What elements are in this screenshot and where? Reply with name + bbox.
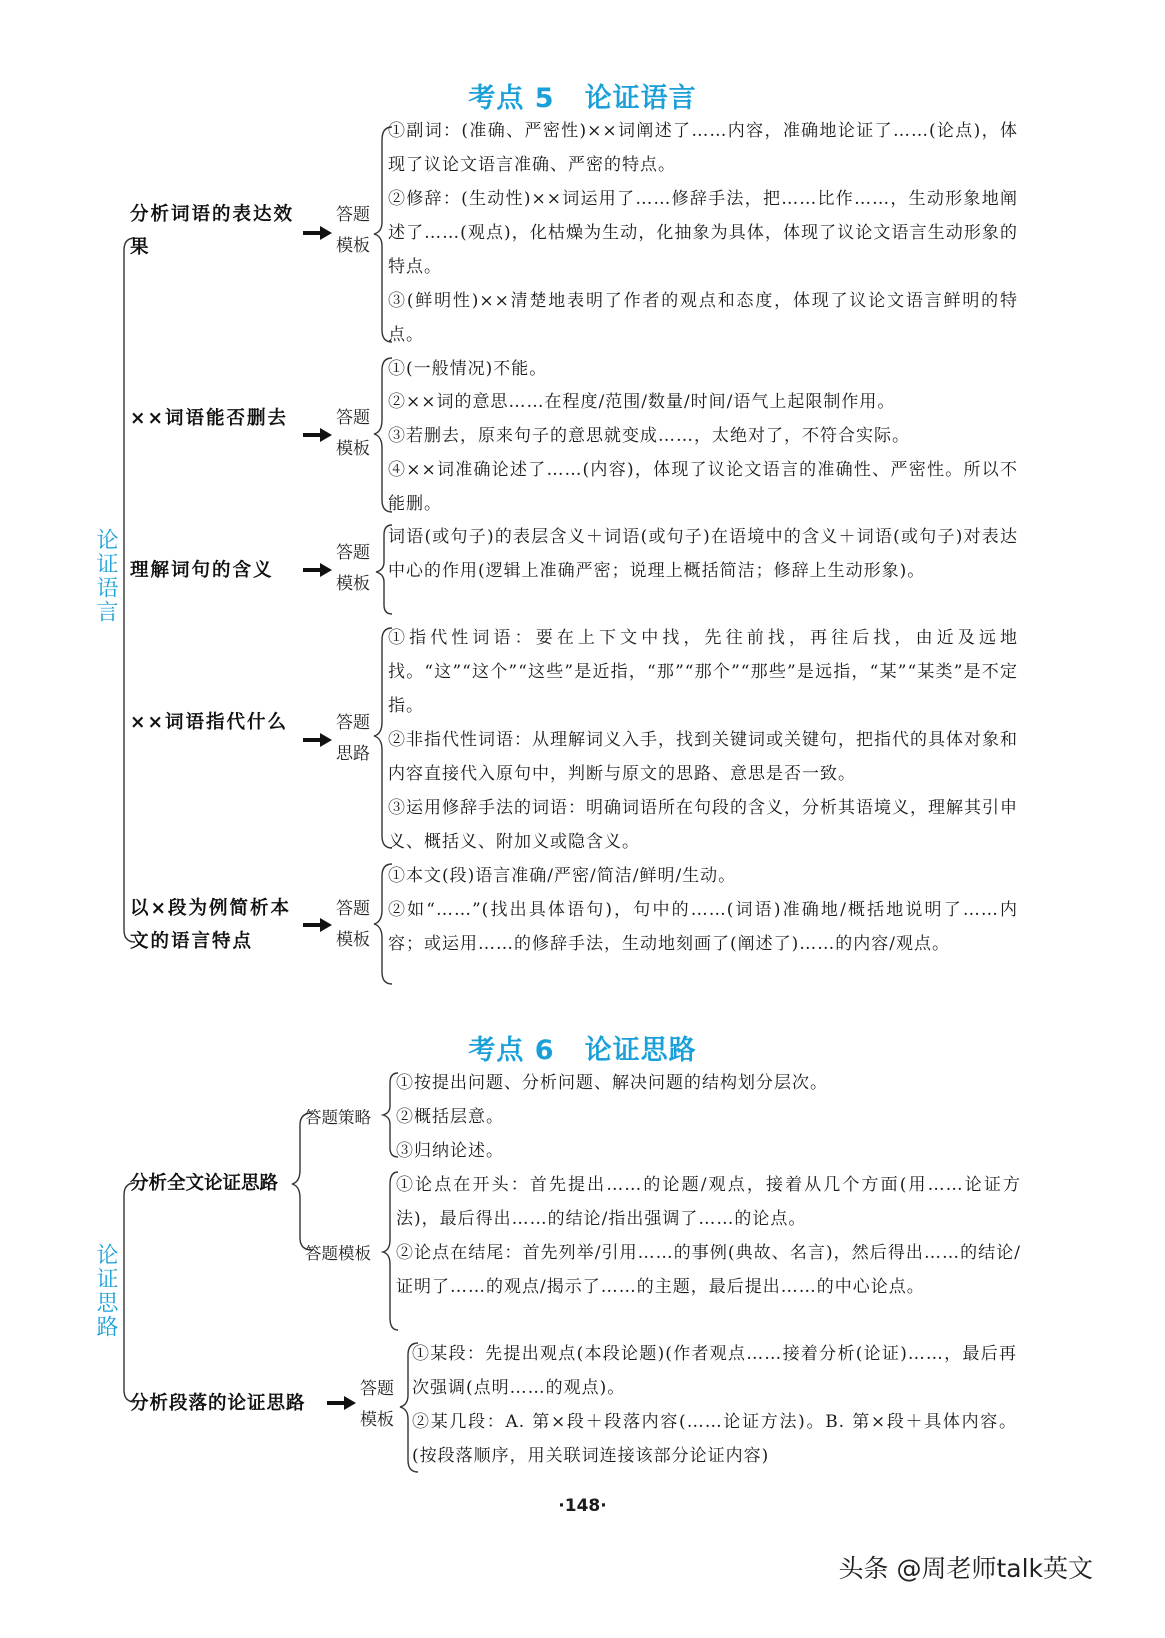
topic-tag: 答题模板 <box>360 1379 394 1430</box>
list-item: ④××词准确论述了……(内容)，体现了议论文语言的准确性、严密性。所以不能删。 <box>388 460 1018 514</box>
topic-tag: 答题模板 <box>336 408 370 459</box>
list-item: ①本文(段)语言准确/严密/简洁/鲜明/生动。 <box>388 866 737 886</box>
topic-tag: 答题模板 <box>336 205 370 256</box>
list-item: ②非指代性词语：从理解词义入手，找到关键词或关键句，把指代的具体对象和内容直接代入原句中，判断与原文的思路、意思是否一致。 <box>388 730 1018 784</box>
list-item: ①指代性词语：要在上下文中找，先往前找，再往后找，由近及远地找。“这”“这个”“这些”是近指，“那”“那个”“那些”是远指，“某”“某类”是不定指。 <box>388 628 1018 716</box>
list-item: ①论点在开头：首先提出……的论题/观点，接着从几个方面(用……论证方法)，最后得出……的结论/指出强调了……的论点。 <box>396 1175 1021 1229</box>
list-item: ②概括层意。 <box>396 1107 504 1127</box>
list-item: ①(一般情况)不能。 <box>388 359 548 379</box>
section5-number: 考点 5 <box>468 83 555 114</box>
branch-tag: 答题模板 <box>305 1244 371 1263</box>
section6-heading <box>0 1028 1165 1067</box>
list-item: ③运用修辞手法的词语：明确词语所在句段的含义，分析其语境义，理解其引申义、概括义、附加义或隐含义。 <box>388 798 1018 852</box>
watermark: 头条 @周老师talk英文 <box>838 1554 1093 1583</box>
topic-label: 分析词语的表达效果 <box>130 204 295 258</box>
topic-label: 分析段落的论证思路 <box>130 1393 306 1414</box>
topic-label: ××词语指代什么 <box>130 712 289 733</box>
page-number: ·148· <box>558 1496 607 1516</box>
list-item: ②某几段：A. 第×段＋段落内容(……论证方法)。B. 第×段＋具体内容。(按段落顺序，用关联词连接该部分论证内容) <box>412 1412 1017 1466</box>
topic-tag: 答题模板 <box>336 543 370 594</box>
arrow-icon <box>303 226 332 240</box>
section5-title: 论证语言 <box>584 83 697 114</box>
section5-side-label: 论证语言 <box>93 528 118 624</box>
list-item: ③归纳论述。 <box>396 1141 504 1161</box>
list-item: ①副词：(准确、严密性)××词阐述了……内容，准确地论证了……(论点)，体现了议论文语言准确、严密的特点。 <box>388 121 1018 175</box>
section6-main-brace <box>124 1183 135 1402</box>
topic-label: 以×段为例简析本文的语言特点 <box>130 898 292 952</box>
list-item: ②论点在结尾：首先列举/引用……的事例(典故、名言)，然后得出……的结论/证明了……的观点/揭示了……的主题，最后提出……的中心论点。 <box>396 1243 1021 1297</box>
list-item: ①按提出问题、分析问题、解决问题的结构划分层次。 <box>396 1073 828 1093</box>
section6-title: 论证思路 <box>584 1035 697 1066</box>
topic-tag: 答题模板 <box>336 899 370 950</box>
list-item: ②修辞：(生动性)××词运用了……修辞手法，把……比作……，生动形象地阐述了……(观点)，化枯燥为生动，化抽象为具体，体现了议论文语言生动形象的特点。 <box>388 189 1018 277</box>
arrow-icon <box>303 733 332 747</box>
topic-label: 理解词句的含义 <box>130 560 274 581</box>
arrow-icon <box>327 1396 356 1410</box>
arrow-icon <box>303 563 332 577</box>
list-item: ②××词的意思……在程度/范围/数量/时间/语气上起限制作用。 <box>388 392 896 412</box>
section5-heading <box>0 76 1165 115</box>
list-item: ③(鲜明性)××清楚地表明了作者的观点和态度，体现了议论文语言鲜明的特点。 <box>388 291 1018 345</box>
branch-tag: 答题策略 <box>305 1108 371 1127</box>
arrow-icon <box>303 918 332 932</box>
topic-tag: 答题思路 <box>336 713 370 764</box>
section6-number: 考点 6 <box>468 1035 555 1066</box>
list-item: ②如“……”(找出具体语句)，句中的……(词语)准确地/概括地说明了……内容；或运用……的修辞手法，生动地刻画了(阐述了)……的内容/观点。 <box>388 900 1018 954</box>
list-item: ①某段：先提出观点(本段论题)(作者观点……接着分析(论证)……，最后再次强调(点明……的观点)。 <box>412 1344 1017 1398</box>
arrow-icon <box>303 428 332 442</box>
section6-side-label: 论证思路 <box>93 1243 118 1339</box>
section5-main-brace <box>124 238 135 942</box>
topic-label: ××词语能否删去 <box>130 408 289 429</box>
list-item: 词语(或句子)的表层含义＋词语(或句子)在语境中的含义＋词语(或句子)对表达中心的作用(逻辑上准确严密；说理上概括简洁；修辞上生动形象)。 <box>388 527 1018 581</box>
topic-label: 分析全文论证思路 <box>130 1173 279 1194</box>
list-item: ③若删去，原来句子的意思就变成……，太绝对了，不符合实际。 <box>388 426 910 446</box>
